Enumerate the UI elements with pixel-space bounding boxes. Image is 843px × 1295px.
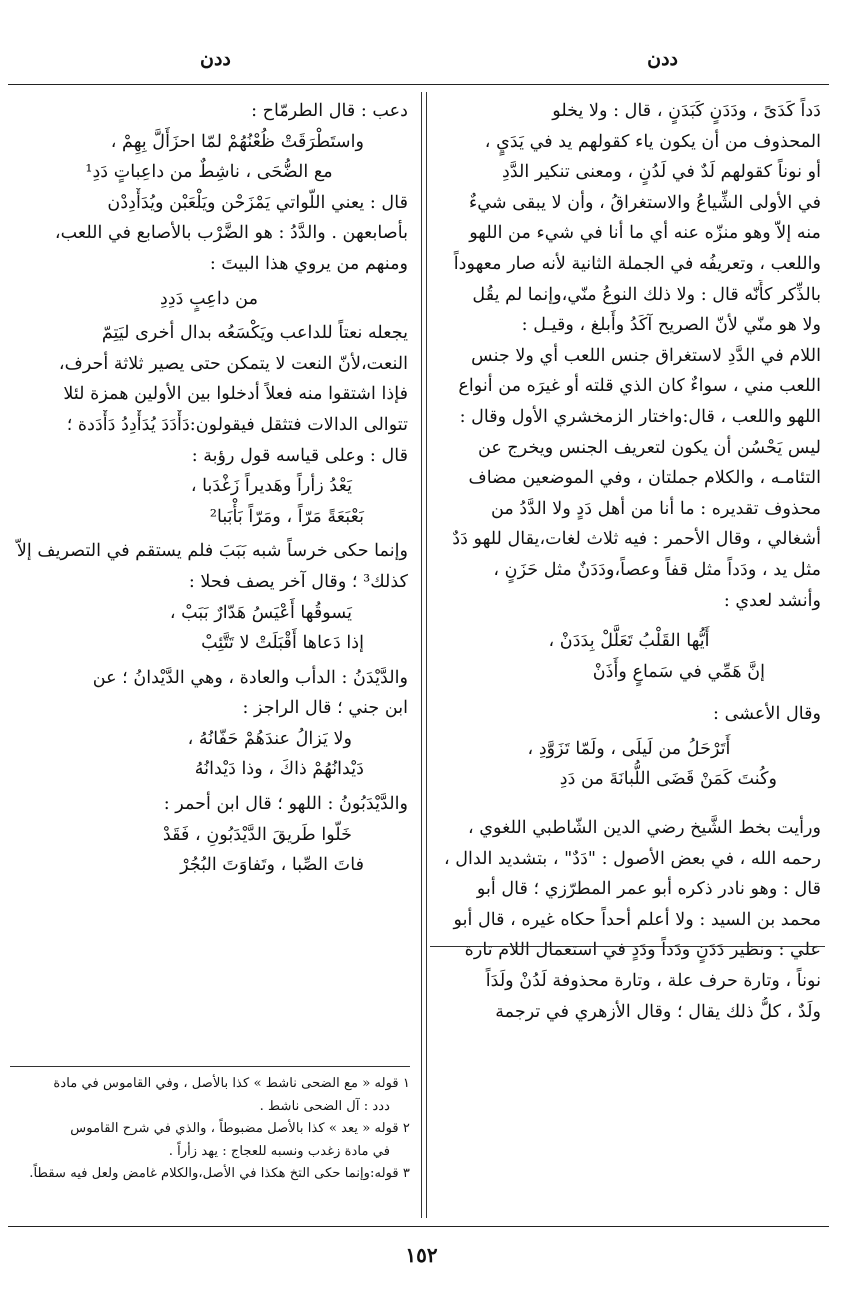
- text-line: نوناً ، وتارة حرف علة ، وتارة محذوفة لَدُنْ ولَدَاً: [485, 971, 821, 992]
- verse-line: يَعْدُ زأراً وهَديراً زَغْدَبا ،: [190, 476, 352, 497]
- page-number: ١٥٢: [405, 1243, 438, 1267]
- verse-line: يَسوقُها أَعْيَسُ هَدّارٌ بَبَبْ ،: [169, 602, 352, 623]
- text-line: تتوالى الدالات فتثقل فيقولون:دَأْدَدَ يُدَأْدِدُ دَأْدَدة ؛: [66, 414, 408, 435]
- text-line: ليس يَحْسُن أن يكون لتعريف الجنس ويخرج عن: [477, 437, 821, 458]
- text-line: علي : ونظير دَدَنٍ ودَداً ودَدٍ في استعمال اللام تارة: [464, 940, 821, 961]
- text-line: أشغالي ، وقال الأحمر : فيه ثلاث لغات،يقال للهو دَدٌ: [452, 529, 821, 550]
- text-line: بأصابعهن . والدَّدُ : هو الضَّرْب بالأصابع في اللعب،: [54, 223, 408, 244]
- text-line: قال : يعني اللّواتي يَمْزَحْن ويَلْعَبْن ويُدَأْدِدْن: [107, 192, 408, 213]
- footnote: ٢ قوله « يعد » كذا بالأصل مضبوطاً ، والذي في شرح القاموس: [70, 1121, 410, 1136]
- text-line: ومنهم من يروي هذا البيتَ :: [209, 253, 408, 274]
- text-line: ولَدٌ ، كلُّ ذلك يقال ؛ وقال الأزهري في ترجمة: [495, 1001, 821, 1022]
- text-line: محذوف تقديره : ما أنا من أهل دَدٍ ولا الدَّدُ من: [490, 498, 821, 519]
- text-line: دعب : قال الطرمّاح :: [251, 101, 408, 121]
- footnote-continuation: ددد : آل الضحى ناشط .: [259, 1098, 390, 1114]
- text-line: والدَّيْدَنُ : الدأب والعادة ، وهي الدَّيْدانُ ؛ عن: [92, 667, 408, 688]
- text-line: وأنشد لعدي :: [723, 590, 821, 611]
- text-line: مثل يد ، ودَداً مثل قفاً وعصاً،ودَدَنٌ مثل حَزَنٍ ،: [493, 559, 821, 580]
- text-line: المحذوف من أن يكون ياء كقولهم يد في يَدَيٍ ،: [484, 131, 821, 152]
- left-column: [10, 96, 408, 881]
- text-line: اللعب مني ، سواءٌ كان الذي قلته أو غيرَه من أنواع: [458, 376, 821, 397]
- text-line: واللعب ، وتعريفُه في الجملة الثانية لأنه صار معهوداً: [453, 253, 821, 274]
- verse-line: أَتَرْحَلُ من لَيلَى ، ولَمّا تَزَوَّدِ ،: [527, 738, 731, 759]
- text-line: أو نوناً كقولهم لَدٌ في لَدُنٍ ، ومعنى تنكير الدَّدِ: [501, 162, 821, 183]
- section-rule: [430, 946, 825, 947]
- column-divider-inner: [426, 92, 427, 1218]
- text-line: منه إلاّ وهو منزّه عنه أي ما أنا في شيء من اللهو: [469, 223, 821, 244]
- text-line: في الأولى الشِّياعُ والاستغراقُ ، وأن لا يبقى شيءٌ: [468, 192, 821, 213]
- running-headword-left: ددن: [200, 48, 231, 70]
- footnote-continuation: في مادة زغدب ونسبه للعجاج : يهد زأراً .: [168, 1143, 390, 1159]
- text-line: والدَّيْدَبُونُ : اللهو ؛ قال ابن أحمر :: [163, 794, 408, 815]
- verse-line: بَعْبَعَةً مَرّاً ، ومَرّاً بَأْبَبا²: [209, 506, 364, 527]
- right-column: [437, 96, 821, 1027]
- running-headword-right: ددن: [647, 48, 678, 70]
- text-line: وقال الأعشى :: [713, 704, 821, 725]
- verse-line: إذا دَعاها أَقْبَلَتْ لا تَتَّئِبْ: [201, 633, 364, 654]
- text-line: وإنما حكى خرساً شبه بَبَبَ فلم يستقم في التصريف إلاّ: [16, 541, 408, 562]
- text-line: التئامـه ، والكلام جملتان ، وفي الموضعين مضاف: [468, 468, 821, 489]
- text-line: محمد بن السيد : ولا أعلم أحداً حكاه غيره ، قال أبو: [453, 909, 821, 930]
- text-line: ولا هو منّي لأنّ الصريح آكَدُ وأَبلغ ، وقيـل :: [521, 315, 821, 336]
- text-line: كذلك³ ؛ وقال آخر يصف فحلا :: [188, 571, 408, 592]
- footer-rule: [8, 1226, 829, 1227]
- header-rule: [8, 84, 829, 85]
- text-line: فإذا اشتقوا منه فعلاً أدخلوا بين الأولين همزة لئلا: [63, 384, 408, 405]
- verse-line: خَلّوا طَريقَ الدَّيْدَبُونِ ، فَقَدْ: [162, 824, 352, 845]
- verse-line: دَيْدانُهُمْ ذاكَ ، وذا دَيْدانُهُ: [194, 759, 364, 780]
- text-line: قال : وعلى قياسه قول رؤبة :: [191, 445, 408, 466]
- verse-line: واستَطْرَقَتْ ظُعْنُهُمْ لمّا احزَأَلَّ بِهِمْ ،: [110, 131, 364, 152]
- text-line: ورأيت بخط الشَّيخ رضي الدين الشّاطبي اللغوي ،: [467, 818, 821, 839]
- text-line: النعت،لأنّ النعت لا يتمكن حتى يصير ثلاثة أحرف،: [58, 353, 408, 374]
- text-line: يجعله نعتاً للداعب ويَكْسَعُه بدال أخرى ليَتِمّ: [101, 323, 408, 344]
- footnote: ٣ قوله:وإنما حكى التخ هكذا في الأصل،والكلام غامض ولعل فيه سقطاً.: [29, 1166, 410, 1181]
- verse-line: ولا يَزالُ عندَهُمْ حَفّانُهُ ،: [187, 728, 352, 749]
- verse-line: أَيُّها القَلْبُ تَعَلَّلْ بِدَدَنْ ،: [548, 631, 710, 652]
- text-line: اللهو واللعب ، قال:واختار الزمخشري الأول وقال :: [459, 406, 821, 427]
- verse-line: إنَّ هَمِّي في سَماعٍ وأَذَنْ: [592, 661, 765, 682]
- text-line: اللام في الدَّدِ لاستغراق جنس اللعب أي ولا جنس: [471, 345, 821, 366]
- text-line: بالذِّكر كأَنّه قال : ولا ذلك النوعُ منّي،وإنما لم يقُل: [472, 284, 821, 305]
- footnotes: [10, 1066, 410, 1186]
- text-line: ابن جني ؛ قال الراجز :: [242, 698, 408, 719]
- column-divider: [421, 92, 422, 1218]
- text-line: رحمه الله ، في بعض الأصول : "دَدٌ" ، بتشديد الدال ،: [444, 848, 821, 869]
- text-line: دَداً كَدَىً ، ودَدَنٍ كَبَدَنٍ ، قال : ولا يخلو: [552, 101, 821, 121]
- footnote: ١ قوله « مع الضحى ناشط » كذا بالأصل ، وفي القاموس في مادة: [53, 1076, 410, 1091]
- verse-line: وكُنتَ كَمَنْ قَضَى اللُّبانَةَ من دَدِ: [559, 769, 777, 790]
- verse-line: مع الضُّحَى ، ناشِطٌ من داعِباتٍ دَدِ¹: [85, 162, 333, 183]
- text-line: قال : وهو نادر ذكره أبو عمر المطرّزي ؛ قال أبو: [476, 879, 821, 900]
- verse-line: من داعِبٍ دَدِدِ: [159, 288, 258, 309]
- verse-line: فاتَ الصِّبا ، وتَفاوَتَ البُجُرْ: [180, 855, 364, 876]
